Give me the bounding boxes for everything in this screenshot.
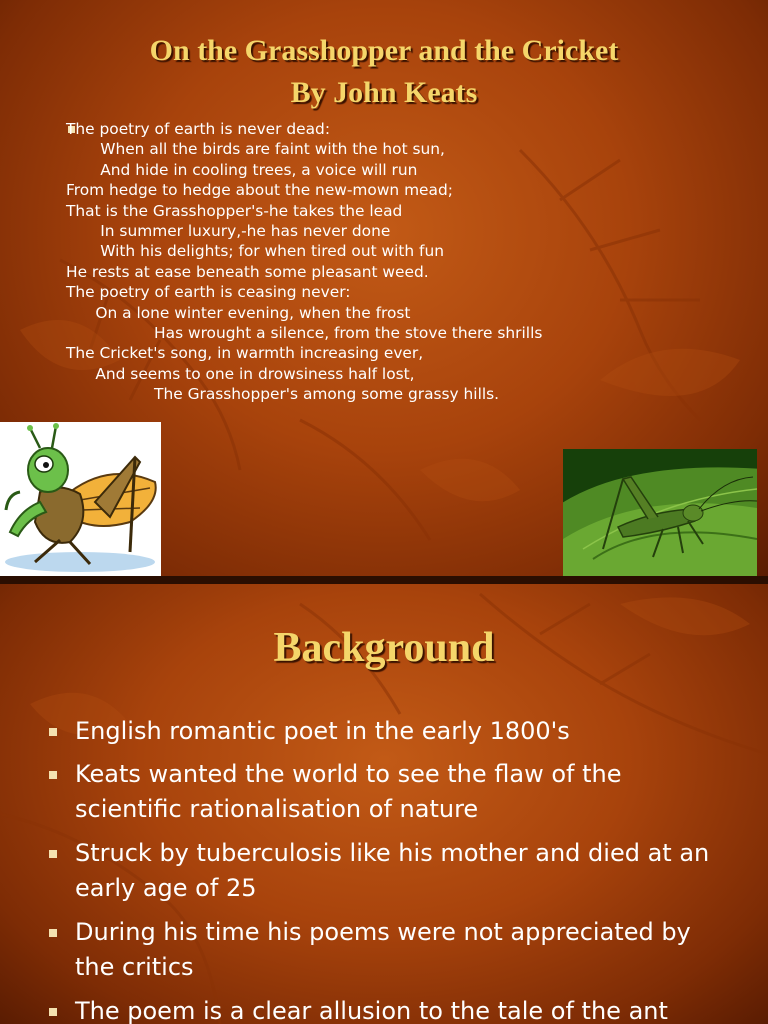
- list-item-text: Keats wanted the world to see the flaw of the scientific rationalisation of nature: [75, 760, 622, 823]
- poem-line: The Grasshopper's among some grassy hills.: [66, 385, 500, 404]
- poem-line: The poetry of earth is ceasing never:: [66, 283, 351, 302]
- poem-text: [66, 119, 706, 405]
- poem-line: With his delights; for when tired out with fun: [66, 242, 444, 261]
- photo-grasshopper-image: [563, 449, 757, 576]
- poem-line: From hedge to hedge about the new-mown mead;: [66, 181, 453, 200]
- slide-separator: [0, 576, 768, 584]
- poem-line: He rests at ease beneath some pleasant weed.: [66, 262, 429, 281]
- list-item: [75, 836, 725, 906]
- bullet: [49, 1008, 57, 1016]
- poem-line: Has wrought a silence, from the stove there shrills: [66, 324, 543, 343]
- bullet: [49, 929, 57, 937]
- cartoon-grasshopper-image: [0, 422, 161, 576]
- bullet: [49, 850, 57, 858]
- poem-line: And hide in cooling trees, a voice will run: [66, 160, 418, 179]
- list-item-text: The poem is a clear allusion to the tale of the ant: [75, 997, 668, 1024]
- poem-title: On the Grasshopper and the Cricket: [149, 34, 619, 67]
- list-item-text: During his time his poems were not appreciated by the critics: [75, 918, 691, 981]
- poem-line: The Cricket's song, in warmth increasing ever,: [66, 344, 424, 363]
- list-item-text: English romantic poet in the early 1800's: [75, 717, 570, 745]
- poem-author: By John Keats: [290, 76, 478, 109]
- bullet: [49, 771, 57, 779]
- bullet: [49, 728, 57, 736]
- list-item: [75, 714, 725, 749]
- list-item: [75, 915, 725, 985]
- slide-background: [0, 584, 768, 1024]
- list-item: [75, 757, 725, 827]
- poem-line: On a lone winter evening, when the frost: [66, 303, 411, 322]
- poem-line: That is the Grasshopper's-he takes the lead: [66, 201, 403, 220]
- poem-line: In summer luxury,-he has never done: [66, 222, 391, 241]
- background-title: Background: [273, 625, 495, 671]
- poem-line: When all the birds are faint with the hot sun,: [66, 140, 445, 159]
- list-item: [75, 994, 725, 1024]
- poem-line: The poetry of earth is never dead:: [66, 120, 331, 138]
- list-item-text: Struck by tuberculosis like his mother and died at an early age of 25: [75, 839, 710, 902]
- poem-line: And seems to one in drowsiness half lost,: [66, 364, 415, 383]
